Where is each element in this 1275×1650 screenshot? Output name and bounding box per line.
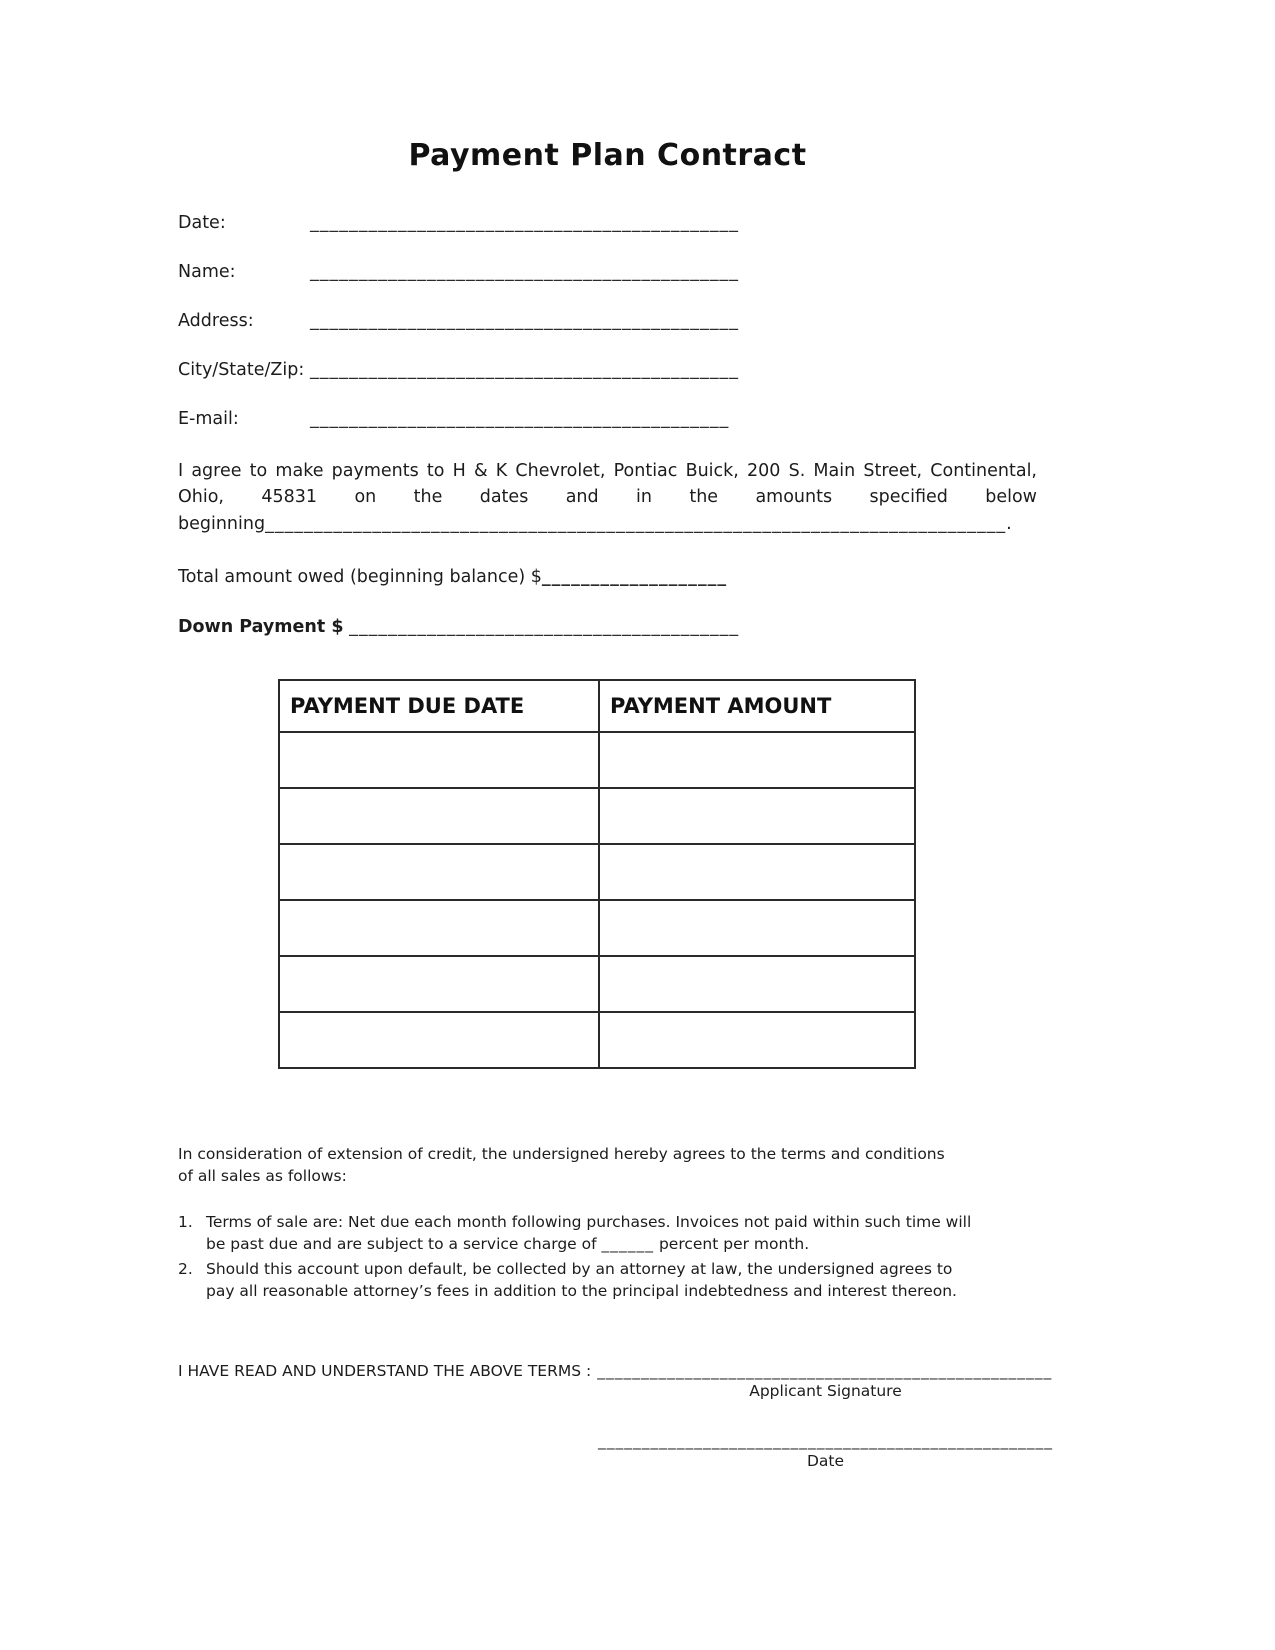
payment-table-body: [279, 732, 915, 1068]
field-row-address: [178, 311, 1037, 331]
table-cell: [279, 1012, 599, 1068]
total-owed-label: Total amount owed (beginning balance) $: [178, 566, 542, 587]
applicant-signature-line: ____________________________________________________: [597, 1361, 1053, 1380]
agreement-paragraph: [178, 458, 1037, 537]
field-row-email: [178, 409, 1037, 429]
city-state-zip-field-line: ____________________________________________: [310, 360, 739, 380]
term-item-2: [178, 1258, 978, 1302]
table-row: [279, 732, 915, 788]
table-cell: [279, 844, 599, 900]
email-field-label: E-mail:: [178, 409, 239, 429]
agreement-period: .: [1006, 513, 1012, 534]
payment-due-date-header: PAYMENT DUE DATE: [279, 680, 599, 732]
table-row: [279, 900, 915, 956]
beginning-date-line: ____________________________________________________________________________: [265, 513, 1007, 534]
address-field-label: Address:: [178, 311, 254, 331]
agreement-text: I agree to make payments to H & K Chevrolet, Pontiac Buick, 200 S. Main Street, Continental, Ohio, 45831 on the dates and in the amounts specified below beginning: [178, 461, 1037, 534]
table-row: [279, 844, 915, 900]
table-cell: [599, 900, 915, 956]
applicant-signature-label: Applicant Signature: [749, 1381, 902, 1400]
table-header-row: [279, 680, 915, 732]
field-row-city-state-zip: [178, 360, 1037, 380]
term-2-number: 2.: [178, 1259, 193, 1278]
city-state-zip-field-label: City/State/Zip:: [178, 360, 305, 380]
term-1-number: 1.: [178, 1212, 193, 1231]
table-cell: [279, 732, 599, 788]
table-row: [279, 1012, 915, 1068]
address-field-line: ____________________________________________: [310, 311, 739, 331]
table-cell: [599, 956, 915, 1012]
table-row: [279, 788, 915, 844]
total-owed-row: [178, 567, 1037, 587]
email-field-line: ___________________________________________: [310, 409, 730, 429]
down-payment-line: ________________________________________: [349, 616, 740, 637]
terms-section: [178, 1143, 1037, 1302]
total-owed-line: ___________________: [541, 566, 728, 587]
table-cell: [599, 788, 915, 844]
date-field-line: ____________________________________________: [310, 213, 739, 233]
term-item-1: [178, 1211, 978, 1255]
table-cell: [599, 844, 915, 900]
payment-schedule-table: [278, 679, 916, 1069]
signature-date-line: ____________________________________________________: [598, 1431, 1053, 1450]
name-field-line: ____________________________________________: [310, 262, 739, 282]
table-cell: [279, 956, 599, 1012]
payment-amount-header: PAYMENT AMOUNT: [599, 680, 915, 732]
table-cell: [279, 900, 599, 956]
term-2-text: Should this account upon default, be collected by an attorney at law, the undersigned agrees to pay all reasonable attorney’s fees in addition to the principal indebtedness and interest thereon.: [206, 1259, 957, 1300]
signature-date-label: Date: [806, 1451, 845, 1470]
page-title: Payment Plan Contract: [408, 138, 807, 173]
down-payment-row: [178, 617, 1037, 637]
signature-section: [178, 1361, 1053, 1470]
date-field-label: Date:: [178, 213, 226, 233]
term-1-text-before: Terms of sale are: Net due each month following purchases. Invoices not paid within such time will be past due and are subject to a service charge of: [206, 1212, 972, 1253]
term-1-text-after: percent per month.: [654, 1234, 810, 1253]
table-cell: [599, 1012, 915, 1068]
table-cell: [599, 732, 915, 788]
field-row-date: [178, 213, 1037, 233]
table-row: [279, 956, 915, 1012]
down-payment-label: Down Payment $: [178, 616, 344, 637]
name-field-label: Name:: [178, 262, 236, 282]
terms-acknowledgement-statement: I HAVE READ AND UNDERSTAND THE ABOVE TERMS :: [178, 1361, 592, 1380]
service-charge-blank: ______: [601, 1234, 655, 1253]
signature-date-block: [598, 1432, 1053, 1470]
signature-row: [178, 1361, 1053, 1380]
field-row-name: [178, 262, 1037, 282]
terms-list: [178, 1211, 1037, 1302]
table-cell: [279, 788, 599, 844]
terms-intro: In consideration of extension of credit, the undersigned hereby agrees to the terms and conditions of all sales as follows:: [178, 1144, 945, 1185]
